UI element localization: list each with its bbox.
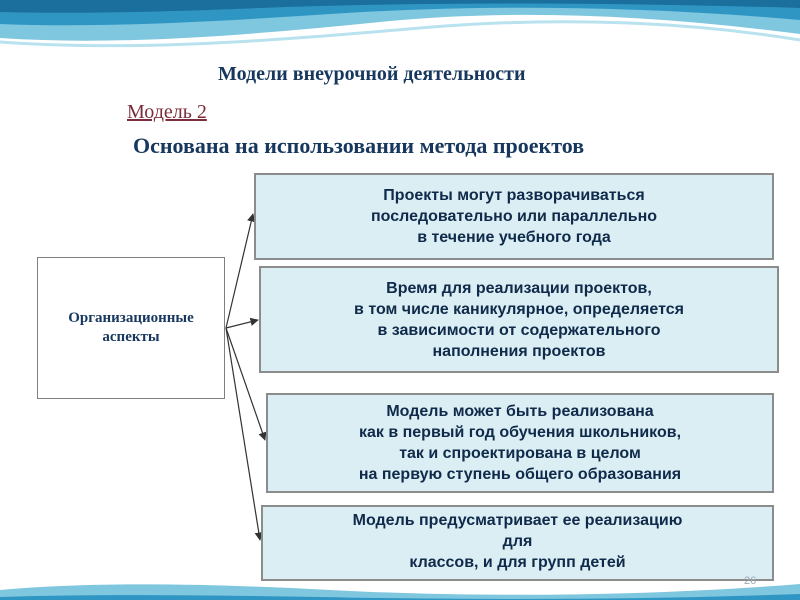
slide-subtitle: Основана на использовании метода проектов [133, 133, 585, 158]
arrow-to-node-1 [226, 214, 253, 328]
root-label: Организационные аспекты [68, 310, 194, 345]
root-box-organizational-aspects [37, 257, 225, 399]
node-1-text: Проекты могут разворачиваться последовательно или параллельно в течение учебного года [370, 187, 657, 246]
node-4-text: Модель предусматривает ее реализацию для классов, и для групп детей [352, 512, 683, 571]
node-projects-sequential-parallel [254, 173, 774, 260]
node-3-text: Модель может быть реализована как в первый год обучения школьников, так и спроектирована в целом на первую ступень общего образования [358, 403, 682, 483]
node-model-implementation [266, 393, 774, 493]
node-model-for-classes-and-groups [261, 505, 774, 581]
model-number-label: Модель 2 [127, 101, 207, 123]
arrow-to-node-2 [226, 320, 258, 328]
page-number: 26 [744, 575, 757, 587]
node-project-time [259, 266, 779, 373]
arrow-to-node-4 [226, 328, 260, 540]
slide-title: Модели внеурочной деятельности [218, 63, 526, 85]
node-2-text: Время для реализации проектов, в том числе каникулярное, определяется в зависимости от содержательного наполнения проектов [354, 279, 684, 360]
